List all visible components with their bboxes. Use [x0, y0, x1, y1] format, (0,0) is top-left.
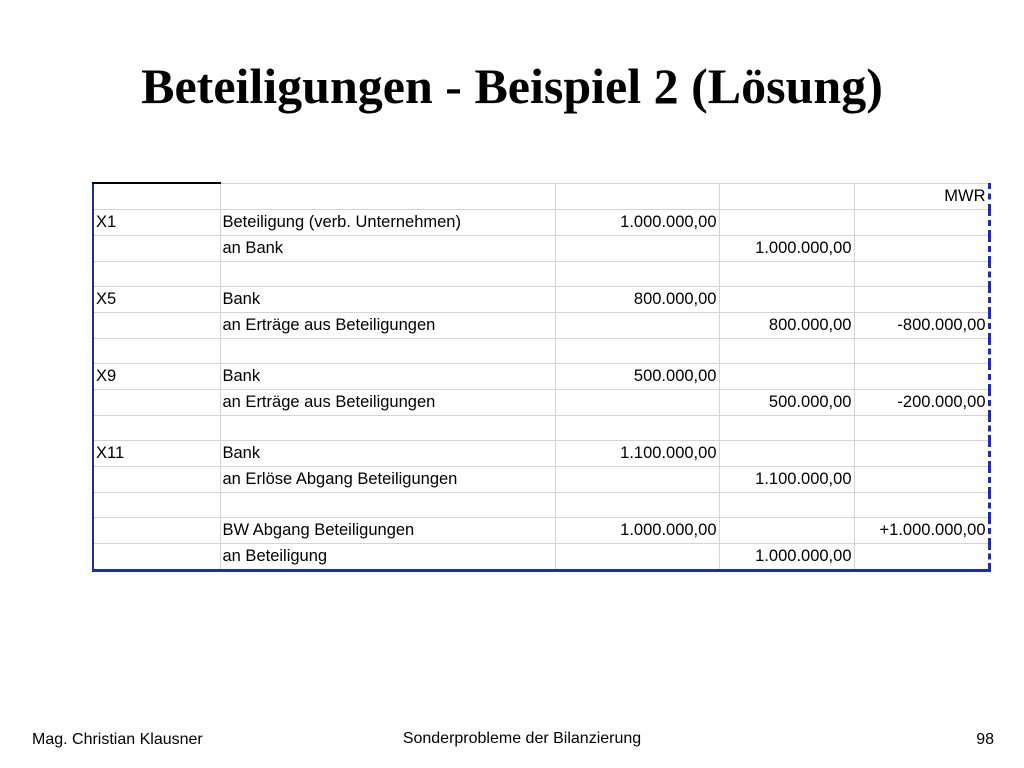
cell-date — [93, 415, 220, 440]
table-row — [93, 389, 989, 415]
cell-debit — [555, 338, 719, 363]
header-cell-credit — [719, 183, 854, 209]
journal-table — [92, 182, 991, 572]
cell-account: Bank — [220, 286, 555, 312]
cell-account: an Erträge aus Beteiligungen — [220, 312, 555, 338]
cell-credit: 1.000.000,00 — [719, 235, 854, 261]
cell-debit — [555, 261, 719, 286]
cell-date — [93, 466, 220, 492]
cell-account: an Beteiligung — [220, 543, 555, 570]
cell-account: Bank — [220, 363, 555, 389]
cell-date: X1 — [93, 209, 220, 235]
table-row — [93, 517, 989, 543]
cell-account: BW Abgang Beteiligungen — [220, 517, 555, 543]
cell-date — [93, 492, 220, 517]
cell-mwr — [854, 492, 989, 517]
footer-page-number: 98 — [976, 731, 994, 748]
journal-table-container — [92, 182, 990, 572]
header-cell-mwr: MWR — [854, 183, 989, 209]
cell-date: X11 — [93, 440, 220, 466]
cell-debit — [555, 235, 719, 261]
table-row — [93, 440, 989, 466]
cell-date — [93, 235, 220, 261]
cell-credit — [719, 286, 854, 312]
cell-mwr — [854, 466, 989, 492]
cell-credit — [719, 415, 854, 440]
cell-mwr — [854, 338, 989, 363]
cell-mwr — [854, 440, 989, 466]
table-row — [93, 312, 989, 338]
cell-account — [220, 261, 555, 286]
table-row — [93, 261, 989, 286]
cell-debit: 1.000.000,00 — [555, 517, 719, 543]
cell-date: X5 — [93, 286, 220, 312]
cell-account — [220, 492, 555, 517]
table-row — [93, 543, 989, 570]
cell-date — [93, 543, 220, 570]
cell-mwr — [854, 261, 989, 286]
cell-credit: 500.000,00 — [719, 389, 854, 415]
slide-title: Beteiligungen - Beispiel 2 (Lösung) — [141, 58, 883, 114]
cell-date — [93, 389, 220, 415]
cell-mwr — [854, 363, 989, 389]
cell-mwr: +1.000.000,00 — [854, 517, 989, 543]
cell-date — [93, 517, 220, 543]
cell-account: Bank — [220, 440, 555, 466]
cell-credit — [719, 517, 854, 543]
cell-credit: 1.100.000,00 — [719, 466, 854, 492]
cell-debit — [555, 543, 719, 570]
cell-date: X9 — [93, 363, 220, 389]
cell-account — [220, 338, 555, 363]
cell-mwr: -200.000,00 — [854, 389, 989, 415]
cell-mwr — [854, 286, 989, 312]
cell-mwr — [854, 209, 989, 235]
footer-topic: Sonderprobleme der Bilanzierung — [402, 730, 642, 747]
table-row — [93, 363, 989, 389]
cell-account: an Erträge aus Beteiligungen — [220, 389, 555, 415]
table-row — [93, 466, 989, 492]
table-header-row — [93, 183, 989, 209]
cell-account: an Erlöse Abgang Beteiligungen — [220, 466, 555, 492]
cell-mwr — [854, 415, 989, 440]
cell-credit — [719, 440, 854, 466]
table-row — [93, 286, 989, 312]
cell-debit: 500.000,00 — [555, 363, 719, 389]
cell-debit: 800.000,00 — [555, 286, 719, 312]
table-row — [93, 492, 989, 517]
cell-account — [220, 415, 555, 440]
cell-mwr: -800.000,00 — [854, 312, 989, 338]
table-row — [93, 338, 989, 363]
cell-account: Beteiligung (verb. Unternehmen) — [220, 209, 555, 235]
cell-credit — [719, 492, 854, 517]
cell-credit: 800.000,00 — [719, 312, 854, 338]
journal-table-body — [93, 183, 989, 570]
header-cell-account — [220, 183, 555, 209]
cell-account: an Bank — [220, 235, 555, 261]
footer-author: Mag. Christian Klausner — [32, 731, 203, 748]
cell-credit — [719, 261, 854, 286]
cell-debit — [555, 492, 719, 517]
cell-debit — [555, 312, 719, 338]
cell-credit — [719, 338, 854, 363]
header-cell-date — [93, 183, 220, 209]
cell-debit: 1.000.000,00 — [555, 209, 719, 235]
cell-debit — [555, 415, 719, 440]
cell-debit — [555, 466, 719, 492]
table-row — [93, 415, 989, 440]
cell-credit: 1.000.000,00 — [719, 543, 854, 570]
cell-credit — [719, 363, 854, 389]
table-row — [93, 209, 989, 235]
cell-credit — [719, 209, 854, 235]
cell-mwr — [854, 543, 989, 570]
header-cell-debit — [555, 183, 719, 209]
table-row — [93, 235, 989, 261]
cell-debit — [555, 389, 719, 415]
cell-mwr — [854, 235, 989, 261]
cell-date — [93, 312, 220, 338]
cell-date — [93, 338, 220, 363]
cell-debit: 1.100.000,00 — [555, 440, 719, 466]
cell-date — [93, 261, 220, 286]
